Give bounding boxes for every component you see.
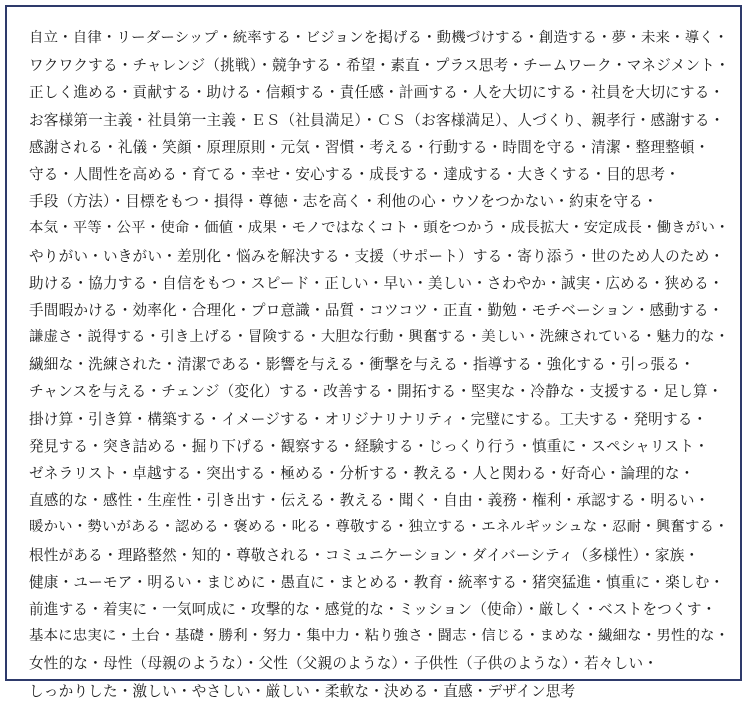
- keyword-line: チャンスを与える・チェンジ（変化）する・改善する・開拓する・堅実な・冷静な・支援する・足し算・: [29, 383, 723, 401]
- keyword-line: 助ける・協力する・自信をもつ・スピード・正しい・早い・美しい・さわやか・誠実・広める・狭める・: [29, 274, 724, 292]
- keyword-line: 掛け算・引き算・構築する・イメージする・オリジナリナリティ・完璧にする。工夫する・発明する・: [29, 410, 708, 428]
- keyword-panel: [5, 5, 742, 700]
- keyword-line: 健康・ユーモア・明るい・まじめに・愚直に・まとめる・教育・統率する・猪突猛進・慎重に・楽しむ・: [29, 573, 725, 591]
- keyword-line: お客様第一主義・社員第一主義・ＥＳ（社員満足）・ＣＳ（お客様満足）、人づくり、親孝行・感謝する・: [29, 111, 725, 129]
- keyword-line: 繊細な・洗練された・清潔である・影響を与える・衝撃を与える・指導する・強化する・引っ張る・: [29, 356, 695, 374]
- keyword-line: 本気・平等・公平・使命・価値・成果・モノではなくコト・頭をつかう・成長拡大・安定成長・働きがい・: [29, 220, 730, 237]
- keyword-line: 謙虚さ・説得する・引き上げる・冒険する・大胆な行動・興奮する・美しい・洗練されている・魅力的な・: [29, 329, 730, 346]
- keyword-line: ゼネラリスト・卓越する・突出する・極める・分析する・教える・人と関わる・好奇心・論理的な・: [29, 465, 695, 482]
- keyword-line: しっかりした・激しい・やさしい・厳しい・柔軟な・決める・直感・デザイン思考: [29, 682, 576, 700]
- keyword-line: 女性的な・母性（母親のような）・父性（父親のような）・子供性（子供のような）・若々しい・: [29, 655, 659, 673]
- keyword-line: 発見する・突き詰める・掘り下げる・観察する・経験する・じっくり行う・慎重に・スペシャリスト・: [29, 437, 709, 455]
- keyword-line: 手間暇かける・効率化・合理化・プロ意識・品質・コツコツ・正直・勤勉・モチベーション・感動する・: [29, 301, 724, 319]
- keyword-line: 手段（方法）・目標をもつ・損得・尊徳・志を高く・利他の心・ウソをつかない・約束を守る・: [29, 193, 658, 211]
- keyword-line: 自立・自律・リーダーシップ・統率する・ビジョンを掲げる・動機づけする・創造する・夢・未来・導く・: [29, 30, 729, 46]
- keyword-line: ワクワクする・チャレンジ（挑戦）・競争する・希望・素直・プラス思考・チームワーク・マネジメント・: [29, 57, 730, 75]
- keyword-line: 正しく進める・貢献する・助ける・信頼する・責任感・計画する・人を大切にする・社員を大切にする・: [29, 84, 725, 102]
- keyword-line: やりがい・いきがい・差別化・悩みを解決する・支援（サポート）する・寄り添う・世のため人のため・: [29, 247, 725, 265]
- keyword-line: 直感的な・感性・生産性・引き出す・伝える・教える・聞く・自由・義務・権利・承認する・明るい・: [29, 492, 710, 510]
- keyword-line: 前進する・着実に・一気呵成に・攻撃的な・感覚的な・ミッション（使命）・厳しく・ベストをつくす・: [29, 600, 717, 618]
- keyword-line: 守る・人間性を高める・育てる・幸せ・安心する・成長する・達成する・大きくする・目的思考・: [29, 165, 680, 183]
- keyword-line: 感謝される・礼儀・笑顔・原理原則・元気・習慣・考える・行動する・時間を守る・清潔・整理整頓・: [29, 138, 710, 156]
- keyword-lines: [29, 25, 732, 705]
- keyword-line: 基本に忠実に・土台・基礎・勝利・努力・集中力・粘り強さ・闘志・信じる・まめな・繊細な・男性的な・: [29, 628, 730, 645]
- keyword-line: 根性がある・理路整然・知的・尊敬される・コミュニケーション・ダイバーシティ（多様性）・家族・: [29, 546, 700, 564]
- keyword-line: 暖かい・勢いがある・認める・褒める・叱る・尊敬する・独立する・エネルギッシュな・忍耐・興奮する・: [29, 519, 729, 536]
